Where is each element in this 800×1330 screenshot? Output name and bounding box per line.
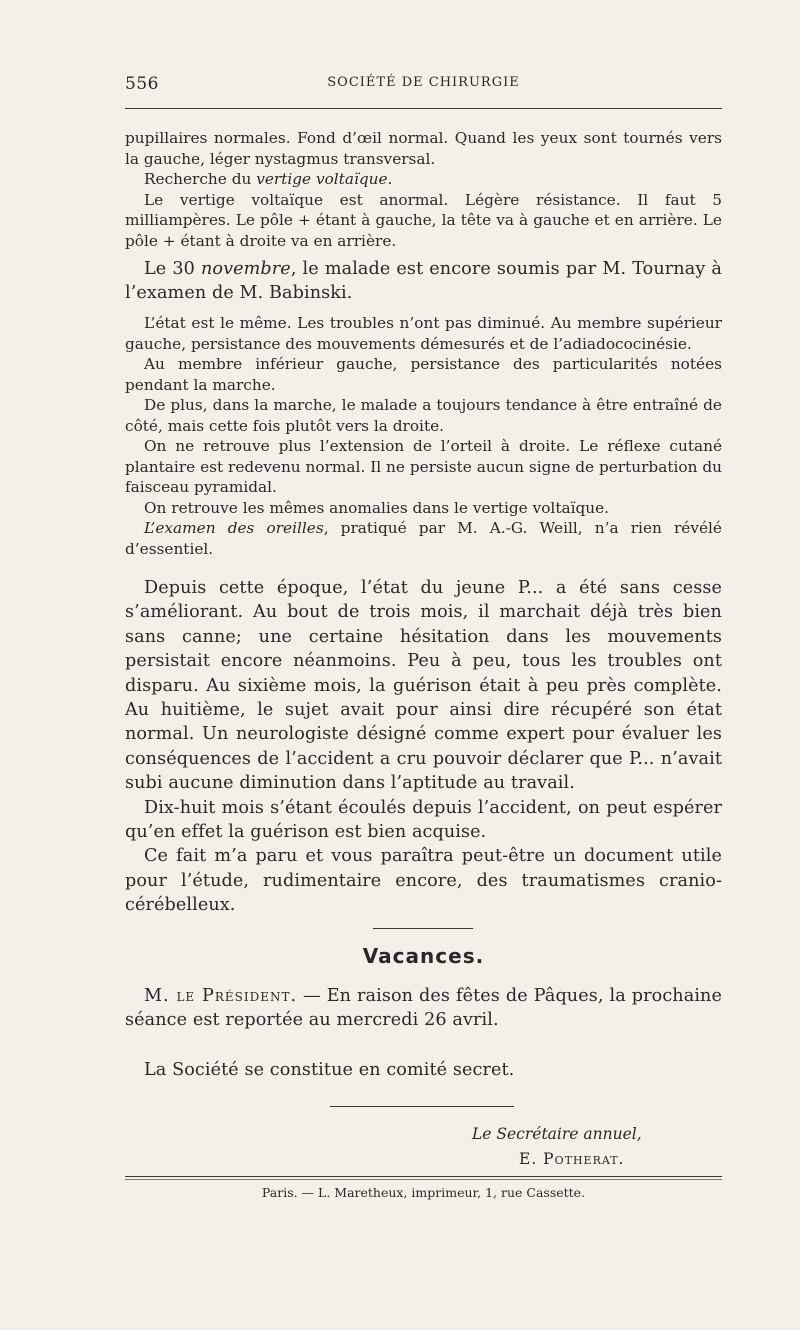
report-block-2 xyxy=(125,313,722,559)
date-paragraph xyxy=(125,257,722,306)
paragraph: Le vertige voltaïque est anormal. Légère résistance. Il faut 5 milliampères. Le pôle + étant à gauche, la tête va à gauche et en arrière. Le pôle + étant à droite va en arrière. xyxy=(125,190,722,250)
footer-rule xyxy=(125,1176,722,1177)
footer-rule-thin xyxy=(125,1179,722,1180)
paragraph: Depuis cette époque, l’état du jeune P... a été sans cesse s’améliorant. Au bout de trois mois, il marchait déjà très bien sans canne; une certaine hésitation dans les mouvements persistait encore néanmoins. Peu à peu, tous les troubles ont disparu. Au sixième mois, la guérison était à peu près complète. Au huitième, le sujet avait pour ainsi dire récupéré son état normal. Un neurologiste désigné comme expert pour évaluer les conséquences de l’accident a cru pouvoir déclarer que P... n’avait subi aucune diminution dans l’aptitude au travail. xyxy=(125,578,722,794)
section-divider xyxy=(373,928,473,929)
page-number: 556 xyxy=(125,74,159,94)
signature-role: Le Secrétaire annuel, xyxy=(472,1125,642,1143)
paragraph: L’examen des oreilles, pratiqué par M. A.-G. Weill, n’a rien révélé d’essentiel. xyxy=(125,519,722,558)
paragraph: Au membre inférieur gauche, persistance des particularités notées pendant la marche. xyxy=(125,355,722,394)
paragraph: On retrouve les mêmes anomalies dans le vertige voltaïque. xyxy=(144,498,610,517)
section-title: Vacances. xyxy=(362,944,485,968)
signature-name: E. Potherat. xyxy=(519,1150,625,1168)
paragraph: De plus, dans la marche, le malade a toujours tendance à être entraîné de côté, mais cette fois plutôt vers la droite. xyxy=(125,396,722,435)
paragraph: Ce fait m’a paru et vous paraîtra peut-être un document utile pour l’étude, rudimentaire encore, des traumatismes cranio-cérébelleux. xyxy=(125,846,722,916)
header-rule xyxy=(125,108,722,109)
paragraph: Recherche du vertige voltaïque. xyxy=(144,170,393,188)
paragraph: On ne retrouve plus l’extension de l’orteil à droite. Le réflexe cutané plantaire est redevenu normal. Il ne persiste aucun signe de perturbation du faisceau pyramidal. xyxy=(125,437,722,496)
closing-statement xyxy=(125,1058,722,1082)
running-title: SOCIÉTÉ DE CHIRURGIE xyxy=(327,75,520,90)
printer-imprint: Paris. — L. Maretheux, imprimeur, 1, rue Cassette. xyxy=(261,1185,586,1200)
paragraph: L’état est le même. Les troubles n’ont pas diminué. Au membre supérieur gauche, persistance des mouvements démesurés et de l’adiadococinésie. xyxy=(125,314,722,353)
signature-rule xyxy=(330,1106,514,1107)
paragraph: M. le Président. — En raison des fêtes de Pâques, la prochaine séance est reportée au mercredi 26 avril. xyxy=(125,986,722,1031)
paragraph: La Société se constitue en comité secret. xyxy=(144,1060,515,1080)
paragraph: Dix-huit mois s’étant écoulés depuis l’accident, on peut espérer qu’en effet la guérison est bien acquise. xyxy=(125,797,722,843)
president-statement xyxy=(125,984,722,1033)
paragraph: Le 30 novembre, le malade est encore soumis par M. Tournay à l’examen de M. Babinski. xyxy=(125,259,722,304)
running-head xyxy=(125,74,722,96)
report-block-1 xyxy=(125,128,722,251)
paragraph: pupillaires normales. Fond d’œil normal. Quand les yeux sont tournés vers la gauche, léger nystagmus transversal. xyxy=(125,129,722,168)
conclusion-block xyxy=(125,576,722,918)
president-label: M. le Président. xyxy=(144,986,298,1006)
